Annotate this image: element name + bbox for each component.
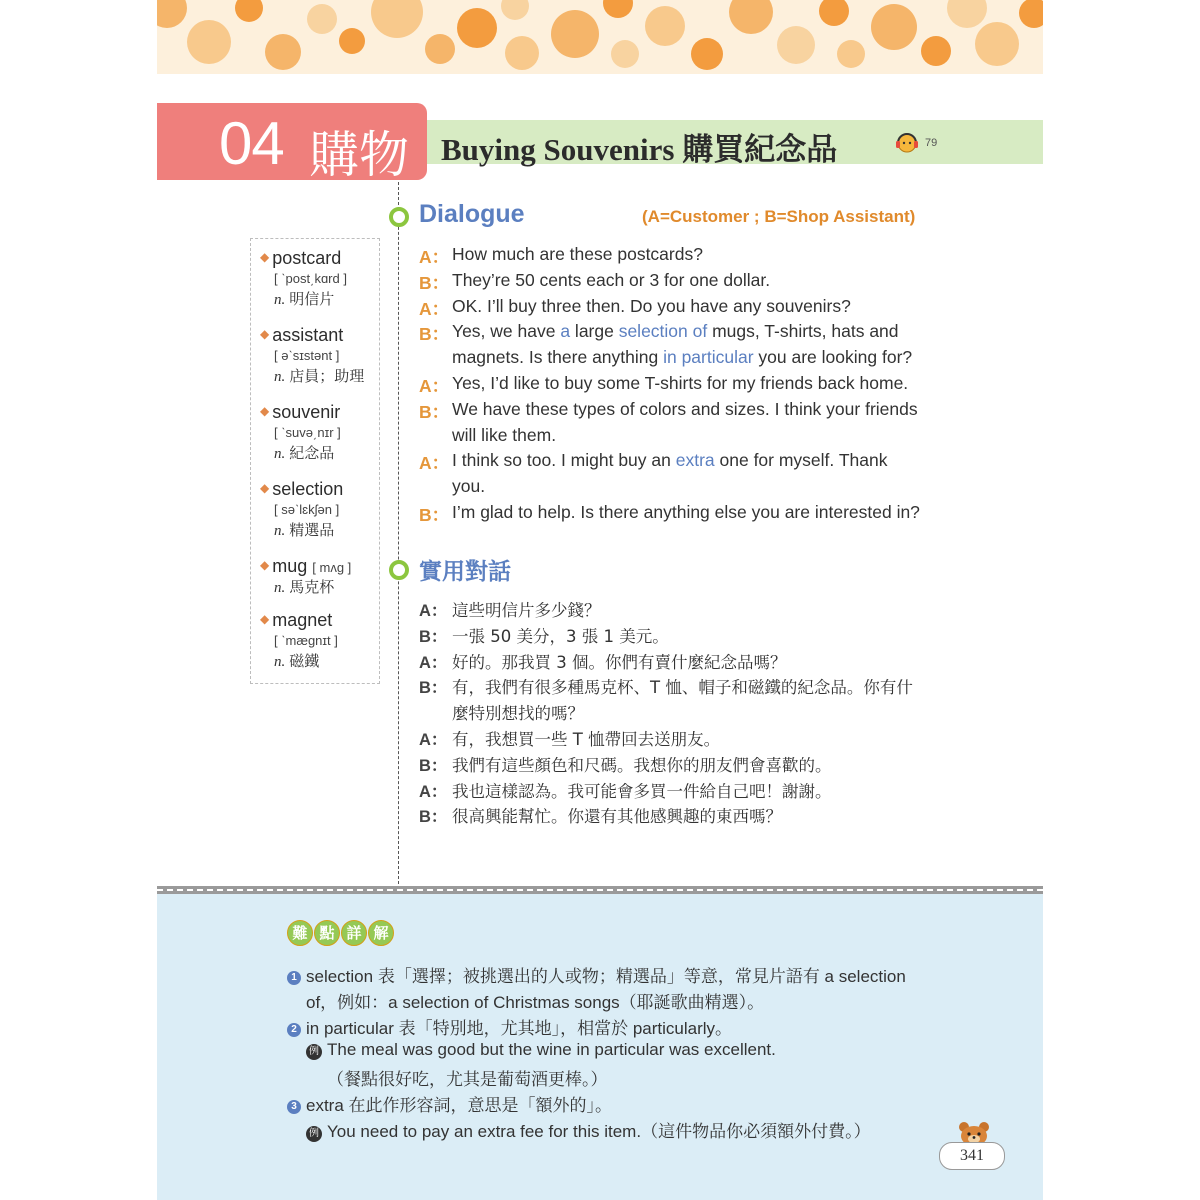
vocab-pos: n. [274,369,286,385]
dialogue-text: I think so too. I might buy an [452,450,676,471]
dialogue-line [419,502,949,528]
dialogue-line [419,296,949,322]
speaker-label: B： [419,272,450,293]
diamond-bullet-icon: ◆ [260,558,270,572]
vocab-pronunciation: [ ˋsuvə͵nɪr ] [274,425,341,440]
translation-line [419,597,949,623]
translation-text: 我們有這些顏色和尺碼。我想你的朋友們會喜歡的。 [452,755,832,775]
vocab-word: postcard [272,248,342,268]
vocab-definition: 紀念品 [289,445,335,462]
speaker-label: A： [419,375,450,396]
notes-heading-char: 難 [287,920,313,946]
translation-line [419,752,949,778]
page-number: 341 [939,1142,1005,1170]
speaker-label: B： [419,324,450,345]
dialogue-text: How much are these postcards? [452,244,703,264]
dialogue-text: I’m glad to help. Is there anything else you are interested in? [452,501,920,522]
note-text: extra 在此作形容詞，意思是「額外的」。 [306,1096,613,1115]
note-3-example [306,1117,871,1142]
speaker-label: B： [419,627,448,646]
vocab-pos: n. [274,446,286,462]
diamond-bullet-icon: ◆ [260,250,270,264]
dialogue-lines [419,244,949,528]
translation-text: 這些明信片多少錢？ [452,601,601,620]
column-divider [398,182,399,884]
dialogue-line [419,244,949,270]
dialogue-text: Yes, I’d like to buy some T-shirts for my friends back home. [452,372,909,393]
dialogue-text: large [570,321,619,342]
vocab-word: assistant [272,325,344,345]
notes-heading-char: 點 [314,920,340,946]
number-marker-icon: 3 [287,1100,301,1114]
speaker-label: A： [419,730,448,749]
dialogue-text: mugs, T-shirts, hats and [707,321,899,342]
dialogue-line [419,476,949,502]
translation-line [419,674,949,700]
note-text: selection 表「選擇；被挑選出的人或物；精選品」等意，常見片語有 a selection [306,967,906,986]
diamond-bullet-icon: ◆ [260,327,270,341]
example-text: You need to pay an extra fee for this item.（這件物品你必須額外付費。） [327,1122,871,1141]
dialogue-text: magnets. Is there anything [452,347,664,368]
dialogue-text: one for myself. Thank [714,450,888,471]
dialogue-line [419,399,949,425]
vocab-entry [260,556,385,599]
vocab-pos: n. [274,292,286,308]
dialogue-text: you are looking for? [753,347,913,368]
vocab-entry [260,402,385,465]
vocab-entry [260,479,385,542]
note-2-example [306,1040,776,1060]
dialogue-text: Yes, we have [452,321,561,342]
section-ring-icon [389,207,409,227]
vocab-definition: 明信片 [289,291,335,308]
vocab-word: magnet [272,610,333,630]
vocab-word: souvenir [272,402,341,422]
notes-heading-char: 解 [368,920,394,946]
translation-text: 有，我想買一些 T 恤帶回去送朋友。 [452,729,721,749]
translation-heading: 實用對話 [419,559,511,585]
vocab-pronunciation: [ ˋpost͵kɑrd ] [274,271,347,286]
dialogue-line [419,450,949,476]
highlighted-phrase: a [560,321,571,342]
number-marker-icon: 1 [287,971,301,985]
speaker-label: A： [419,782,448,801]
vocab-definition: 馬克杯 [289,579,335,596]
vocab-pos: n. [274,580,286,596]
number-marker-icon: 2 [287,1023,301,1037]
speaker-label: A： [419,298,450,319]
vocab-entry [260,325,385,388]
vocab-pronunciation: [ əˋsɪstənt ] [274,348,340,363]
vocab-word: mug [272,556,308,576]
diamond-bullet-icon: ◆ [260,612,270,626]
audio-headphones-icon[interactable] [895,131,919,153]
vocab-pronunciation: [ mʌg ] [312,560,352,575]
translation-line [419,649,949,675]
dialogue-line [419,270,949,296]
page [157,0,1043,1200]
dialogue-text: will like them. [452,424,557,445]
note-1-line-1 [287,962,906,987]
lesson-title-bar [427,120,1043,167]
vocab-definition: 店員；助理 [289,368,365,385]
speaker-label: B： [419,679,448,698]
dialogue-line [419,373,949,399]
unit-title-tab [157,103,427,184]
dialogue-text: We have these types of colors and sizes. I think your friends [452,398,918,419]
example-text: The meal was good but the wine in particular was excellent. [327,1040,776,1059]
notes-panel [157,894,1043,1200]
note-2-line-1 [287,1014,732,1039]
diamond-bullet-icon: ◆ [260,404,270,418]
dialogue-text: OK. I’ll buy three then. Do you have any souvenirs? [452,295,851,316]
speaker-label: A： [419,247,450,267]
speaker-label: B： [419,504,450,525]
unit-number: 04 [219,110,284,177]
notes-heading [287,920,395,946]
vocab-definition: 磁鐵 [289,653,320,670]
speaker-label: A： [419,653,448,672]
example-marker-icon: 例 [306,1126,322,1142]
translation-line [419,700,949,726]
vocab-pos: n. [274,523,286,539]
highlighted-phrase: in particular [663,347,754,368]
note-2-translation: （餐點很好吃，尤其是葡萄酒更棒。） [327,1070,608,1089]
vocab-pronunciation: [ səˋlɛkʃən ] [274,502,340,517]
translation-text: 很高興能幫忙。你還有其他感興趣的東西嗎？ [452,807,782,827]
speaker-label: B： [419,756,448,775]
dialogue-line [419,425,949,451]
translation-line [419,623,949,649]
translation-text: 有，我們有很多種馬克杯、T 恤、帽子和磁鐵的紀念品。你有什 [452,678,913,698]
example-marker-icon: 例 [306,1044,322,1060]
lesson-title: Buying Souvenirs 購買紀念品 [441,132,838,167]
vocab-word: selection [272,479,344,499]
vocab-definition: 精選品 [289,522,335,539]
dialogue-text: They’re 50 cents each or 3 for one dollar. [452,269,771,290]
dialogue-heading: Dialogue [419,200,525,228]
dialogue-roles: (A=Customer ; B=Shop Assistant) [642,207,916,226]
speaker-label: A： [419,453,450,474]
speaker-label: B： [419,401,450,422]
vocab-pos: n. [274,654,286,670]
section-ring-icon [389,560,409,580]
speaker-label: A： [419,602,448,620]
notes-divider [157,886,1043,894]
note-3-line-1 [287,1091,612,1116]
translation-line [419,778,949,804]
dialogue-text: you. [452,476,486,497]
vocabulary-box [250,238,380,684]
unit-category: 購物 [309,126,409,184]
speaker-label: B： [419,808,448,827]
highlighted-phrase: extra [675,450,715,471]
vocab-entry [260,610,385,673]
translation-text: 一張 50 美分，3 張 1 美元。 [452,626,669,646]
dialogue-line [419,347,949,373]
translation-line [419,803,949,829]
notes-heading-char: 詳 [341,920,367,946]
vocab-pronunciation: [ ˋmægnɪt ] [274,633,338,648]
vocab-entry [260,248,385,311]
translation-lines [419,597,949,829]
note-1-line-2: of，例如：a selection of Christmas songs（耶誕歌曲精選）。 [306,993,765,1012]
translation-text: 好的。那我買 3 個。你們有賣什麼紀念品嗎？ [452,652,787,672]
translation-text: 麼特別想找的嗎？ [452,704,584,724]
diamond-bullet-icon: ◆ [260,481,270,495]
audio-track-number: 79 [925,137,938,149]
note-text: in particular 表「特別地，尤其地」，相當於 particularly。 [306,1019,733,1038]
translation-line [419,726,949,752]
dialogue-line [419,321,949,347]
highlighted-phrase: selection of [618,321,708,342]
translation-text: 我也這樣認為。我可能會多買一件給自己吧！謝謝。 [452,781,832,801]
decorative-dots-band [157,0,1043,74]
